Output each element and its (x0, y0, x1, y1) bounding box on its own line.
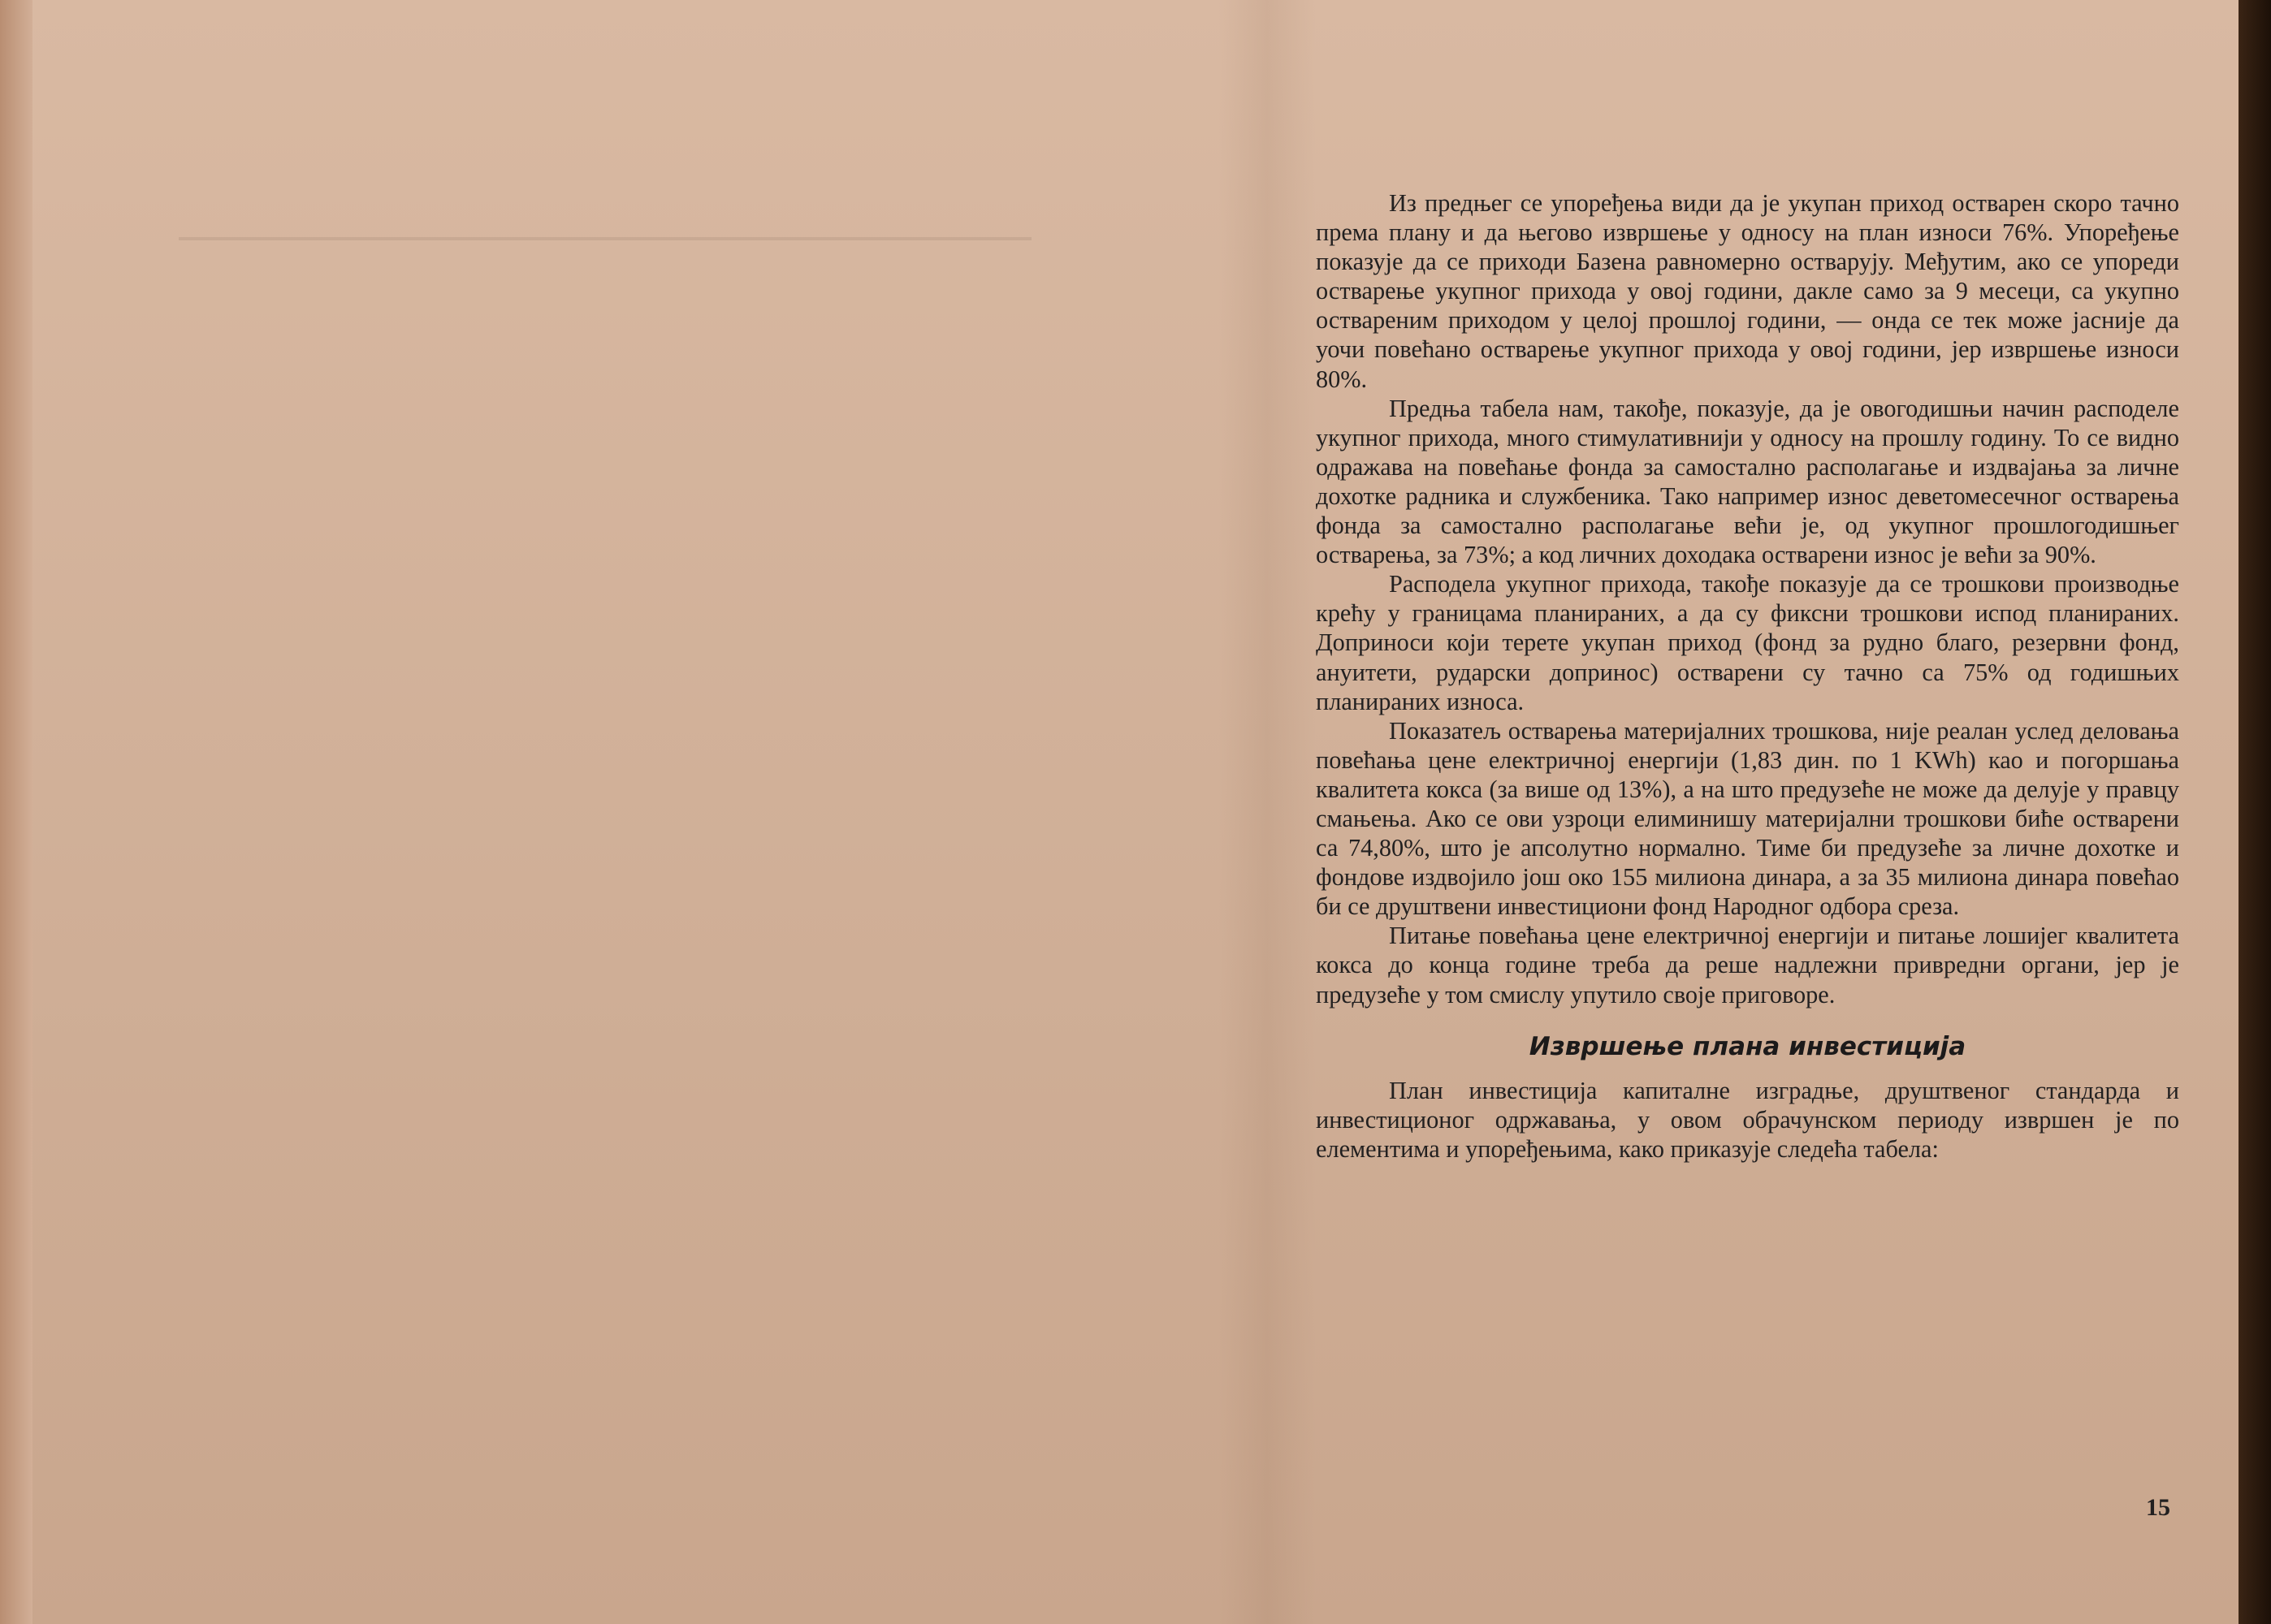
paragraph-6: План инвестиција капиталне изградње, друштвеног стандарда и инвестиционог одржавања, у овом обрачунском периоду извршен је по елементима и упоређењима, како приказује следећа табела: (1316, 1076, 2179, 1163)
paragraph-4: Показатељ остварења материјалних трошкова, није реалан услед деловања повећања цене електричној енергији (1,83 дин. по 1 KWh) као и погоршања квалитета кокса (за више од 13%), а на што предузеће не може да делује у правцу смањења. Ако се ови узроци елиминишу материјални трошкови биће остварени са 74,80%, што је апсолутно нормално. Тиме би предузеће за личне дохотке и фондове издвојило још око 155 милиона динара, а за 35 милиона динара повећао би се друштвени инвестициони фонд Народног одбора среза. (1316, 716, 2179, 921)
show-through-rule (179, 237, 1032, 240)
page-number: 15 (2146, 1494, 2170, 1521)
paragraph-5: Питање повећања цене електричној енергији и питање лошијег квалитета кокса до конца године треба да реше надлежни привредни органи, јер је предузеће у том смислу упутило своје приговоре. (1316, 922, 2179, 1009)
paragraph-2: Предња табела нам, такође, показује, да је овогодишњи начин расподеле укупног прихода, много стимулативнији у односу на прошлу годину. То се видно одражава на повећање фонда за самостално располагање и издвајања за личне дохотке радника и службеника. Тако например износ деветомесечног остварења фонда за самостално располагање већи је, од укупног прошлогодишњег остварења, за 73%; а код личних доходака остварени износ је већи за 90%. (1316, 394, 2179, 569)
section-heading: Извршење плана инвестиција (1529, 1031, 1966, 1061)
left-page-edge (0, 0, 32, 1624)
paragraph-3: Расподела укупног прихода, такође показује да се трошкови производње крећу у границама планираних, а да су фиксни трошкови испод планираних. Доприноси који терете укупан приход (фонд за рудно благо, резервни фонд, ануитети, рударски допринос) остварени су тачно са 75% од годишњих планираних износа. (1316, 570, 2179, 715)
paragraph-1: Из предњег се упоређења види да је укупан приход остварен скоро тачно према плану и да његово извршење у односу на план износи 76%. Упоређење показује да се приходи Базена равномерно остварују. Међутим, ако се упореди остварење укупног прихода у овој години, дакле само за 9 месеци, са укупно оствареним приходом у целој прошлој години, — онда се тек може јасније да уочи повећано остварење укупног прихода у овој години, јер извршење износи 80%. (1316, 189, 2179, 393)
binding-shadow (2239, 0, 2271, 1624)
book-fold (1218, 0, 1316, 1624)
body-text (1316, 188, 2179, 1164)
